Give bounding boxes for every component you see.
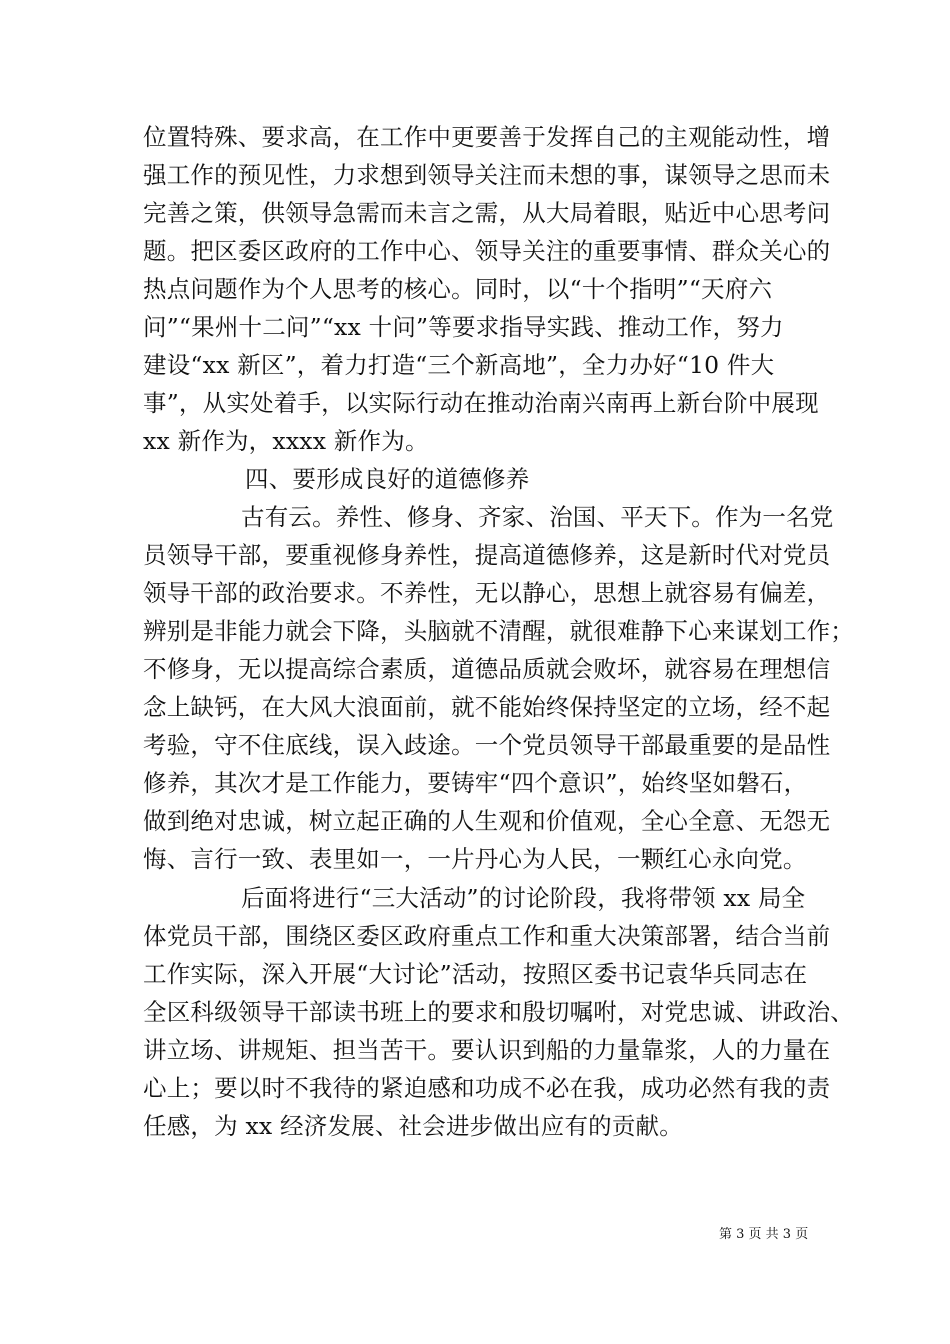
body-text-line: 问”“果州十二问”“xx 十问”等要求指导实践、推动工作，努力 xyxy=(143,313,784,341)
body-text-line: 位置特殊、要求高，在工作中更要善于发挥自己的主观能动性，增 xyxy=(143,123,831,151)
section-heading: 四、要形成良好的道德修养 xyxy=(245,465,530,493)
body-text-line: 强工作的预见性，力求想到领导关注而未想的事，谋领导之思而未 xyxy=(143,161,831,189)
body-text-line: 不修身，无以提高综合素质，道德品质就会败坏，就容易在理想信 xyxy=(143,655,831,683)
body-text-line: 做到绝对忠诚，树立起正确的人生观和价值观，全心全意、无怨无 xyxy=(143,807,831,835)
body-text-line: 辨别是非能力就会下降，头脑就不清醒，就很难静下心来谋划工作； xyxy=(143,617,854,645)
body-text-line: 工作实际，深入开展“大讨论”活动，按照区委书记袁华兵同志在 xyxy=(143,960,808,988)
paragraph-first-line: 古有云。养性、修身、齐家、治国、平天下。作为一名党 xyxy=(241,503,834,531)
body-text-line: 事”，从实处着手，以实际行动在推动治南兴南再上新台阶中展现 xyxy=(143,389,819,417)
body-text-line: 心上；要以时不我待的紧迫感和功成不必在我，成功必然有我的责 xyxy=(143,1074,831,1102)
body-text-line: 题。把区委区政府的工作中心、领导关注的重要事情、群众关心的 xyxy=(143,237,831,265)
body-text-line: 全区科级领导干部读书班上的要求和殷切嘱咐，对党忠诚、讲政治、 xyxy=(143,998,854,1026)
page-number-footer: 第 3 页 共 3 页 xyxy=(719,1227,809,1242)
body-text-line: 念上缺钙，在大风大浪面前，就不能始终保持坚定的立场，经不起 xyxy=(143,693,831,721)
body-text-line: xx 新作为，xxxx 新作为。 xyxy=(143,427,429,455)
body-text-line: 讲立场、讲规矩、担当苦干。要认识到船的力量靠浆，人的力量在 xyxy=(143,1036,831,1064)
body-text-line: 悔、言行一致、表里如一，一片丹心为人民，一颗红心永向党。 xyxy=(143,845,807,873)
body-text-line: 热点问题作为个人思考的核心。同时，以“十个指明”“天府六 xyxy=(143,275,773,303)
paragraph-first-line: 后面将进行“三大活动”的讨论阶段，我将带领 xx 局全 xyxy=(241,884,806,912)
body-text-line: 员领导干部，要重视修身养性，提高道德修养，这是新时代对党员 xyxy=(143,541,831,569)
body-text-line: 领导干部的政治要求。不养性，无以静心，思想上就容易有偏差， xyxy=(143,579,831,607)
body-text-line: 建设“xx 新区”，着力打造“三个新高地”，全力办好“10 件大 xyxy=(143,351,775,379)
body-text-line: 完善之策，供领导急需而未言之需，从大局着眼，贴近中心思考问 xyxy=(143,199,831,227)
body-text-line: 考验，守不住底线，误入歧途。一个党员领导干部最重要的是品性 xyxy=(143,731,831,759)
body-text-line: 修养，其次才是工作能力，要铸牢“四个意识”，始终坚如磐石， xyxy=(143,769,808,797)
body-text-line: 体党员干部，围绕区委区政府重点工作和重大决策部署，结合当前 xyxy=(143,922,831,950)
body-text-line: 任感，为 xx 经济发展、社会进步做出应有的贡献。 xyxy=(143,1112,683,1140)
